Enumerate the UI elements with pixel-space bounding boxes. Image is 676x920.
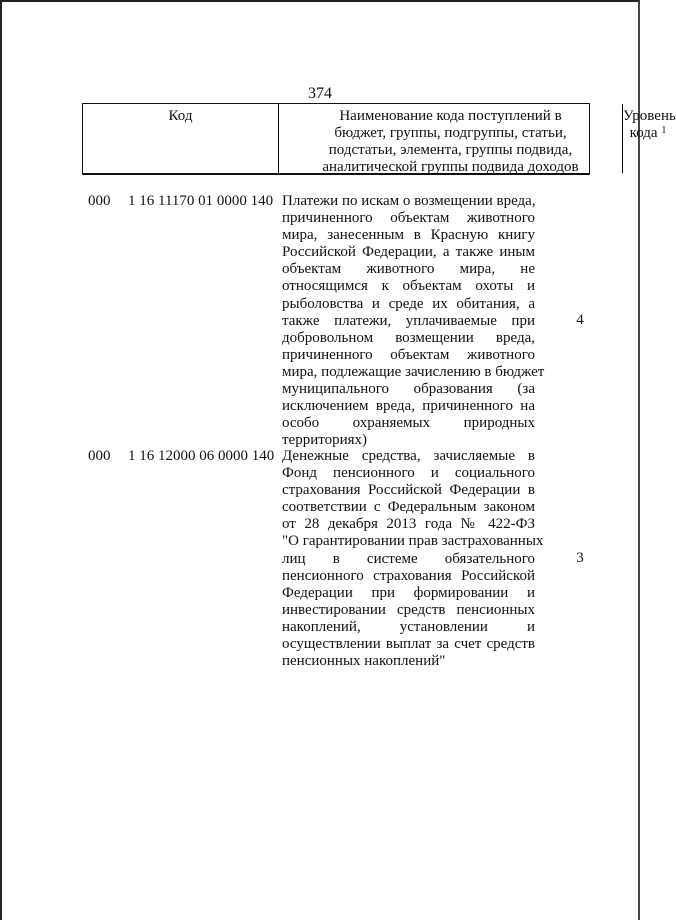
description-line: лиц в системе обязательного xyxy=(282,550,535,567)
description-line: Платежи по искам о возмещении вреда, xyxy=(282,193,536,209)
footnote-marker: 1 xyxy=(661,125,667,136)
table-row xyxy=(82,448,590,678)
budget-classification-code: 1 16 11170 01 0000 140 xyxy=(128,193,274,209)
description-line: накоплений, установлении и xyxy=(282,618,535,635)
code-level: 4 xyxy=(576,312,584,328)
table-row xyxy=(82,193,590,453)
header-code-label: Код xyxy=(168,108,193,124)
page-number: 374 xyxy=(308,85,332,102)
description-line: относящимся к объектам охоты и xyxy=(282,278,535,295)
table-header xyxy=(82,103,676,175)
description-line: рыболовства и среде их обитания, а xyxy=(282,295,535,312)
row-description xyxy=(282,448,544,670)
description-line: от 28 декабря 2013 года № 422-ФЗ xyxy=(282,516,535,533)
header-level-line1: Уровень xyxy=(623,108,676,124)
description-line: Федерации при формировании и xyxy=(282,584,535,601)
description-line: Российской Федерации, а также иным xyxy=(282,244,535,261)
header-code-cell xyxy=(83,104,279,173)
description-line: "О гарантировании прав застрахованных xyxy=(282,533,544,550)
description-line: Фонд пенсионного и социального xyxy=(282,465,535,482)
admin-code: 000 xyxy=(88,448,111,464)
header-name-line: бюджет, группы, подгруппы, статьи, xyxy=(334,125,567,141)
header-name-line: подстатьи, элемента, группы подвида, xyxy=(328,142,573,158)
description-line: причиненного объектам животного xyxy=(282,210,535,227)
admin-code: 000 xyxy=(88,193,111,209)
code-level: 3 xyxy=(576,550,584,566)
description-line: особо охраняемых природных xyxy=(282,415,535,432)
description-line: соответствии с Федеральным законом xyxy=(282,499,535,516)
description-line: инвестировании средств пенсионных xyxy=(282,601,535,618)
description-line: объектам животного мира, не xyxy=(282,261,535,278)
header-level-cell xyxy=(623,104,676,173)
header-name-line: аналитической группы подвида доходов xyxy=(322,159,579,175)
description-line: муниципального образования (за xyxy=(282,381,535,398)
description-line: причиненного объектам животного xyxy=(282,346,535,363)
header-name-cell xyxy=(279,104,623,173)
description-line: пенсионных накоплений" xyxy=(282,653,446,670)
description-line: территориях) xyxy=(282,432,368,449)
description-line: также платежи, уплачиваемые при xyxy=(282,312,535,329)
row-description xyxy=(282,193,545,449)
description-line: мира, занесенным в Красную книгу xyxy=(282,227,535,244)
header-name-line: Наименование кода поступлений в xyxy=(339,108,562,124)
description-line: исключением вреда, причиненного на xyxy=(282,398,535,415)
description-line: осуществлении выплат за счет средств xyxy=(282,636,535,653)
description-line: мира, подлежащие зачислению в бюджет xyxy=(282,363,545,380)
description-line: добровольном возмещении вреда, xyxy=(282,329,535,346)
header-level-word: кода xyxy=(629,125,658,141)
budget-classification-code: 1 16 12000 06 0000 140 xyxy=(128,448,275,464)
header-level-line2 xyxy=(623,125,673,142)
description-line: страхования Российской Федерации в xyxy=(282,482,535,499)
description-line: Денежные средства, зачисляемые в xyxy=(282,448,535,464)
description-line: пенсионного страхования Российской xyxy=(282,567,535,584)
